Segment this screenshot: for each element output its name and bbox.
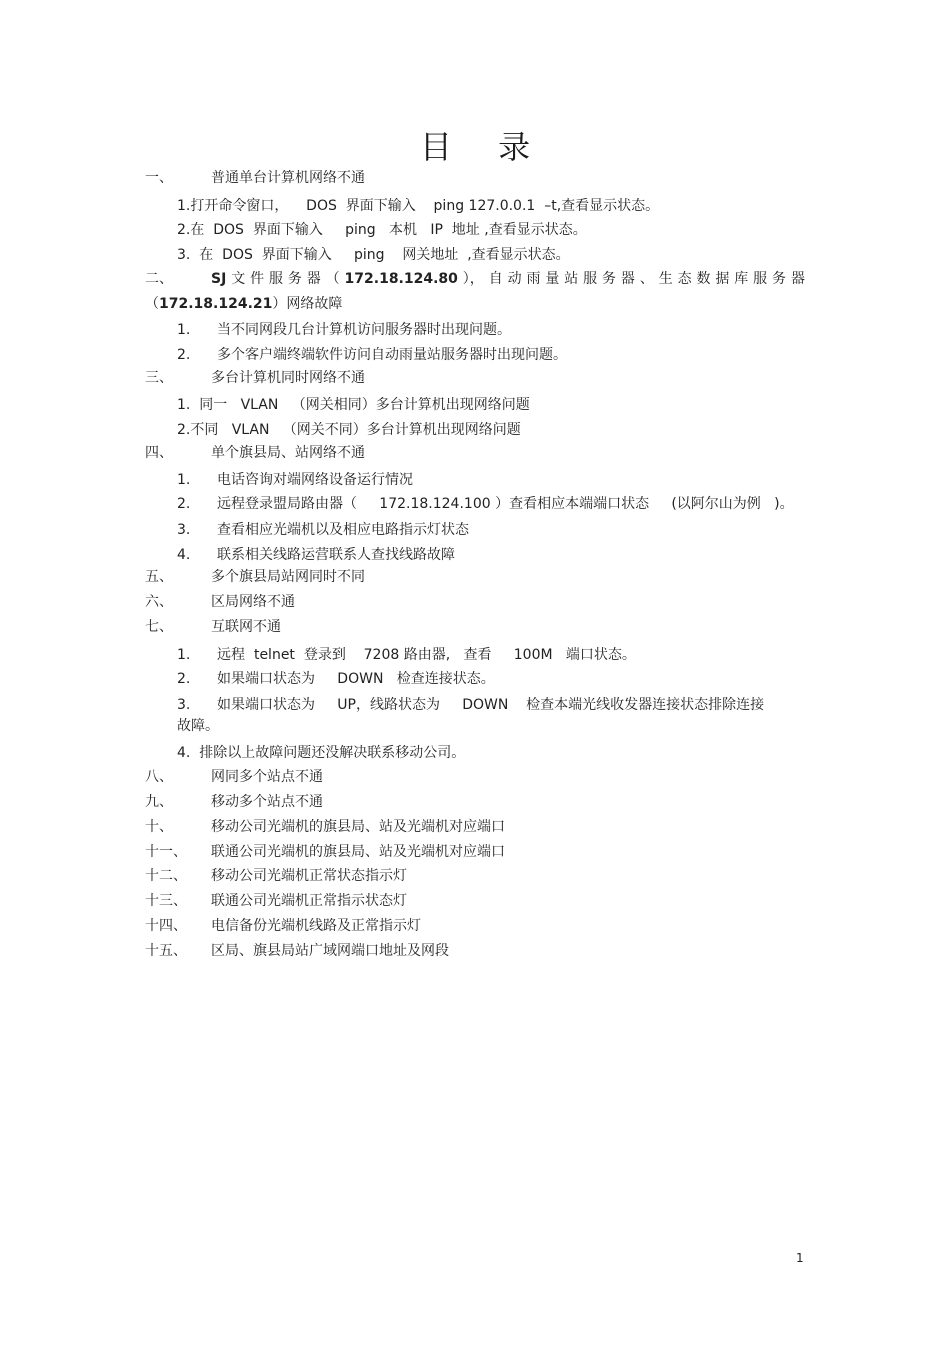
toc-section-2-part: 务	[287, 271, 302, 287]
toc-item: 3. 如果端口状态为 UP，线路状态为 DOWN 检查本端光线收发器连接状态排除连接	[177, 697, 765, 713]
toc-item: 3. 在 DOS 界面下输入 ping 网关地址 ,查看显示状态。	[177, 247, 570, 263]
toc-item: 2.在 DOS 界面下输入 ping 本机 IP 地址 ,查看显示状态。	[177, 222, 587, 238]
toc-section-number: 十、	[145, 819, 173, 835]
toc-section-number: 十二、	[145, 868, 187, 884]
toc-section-title: 多台计算机同时网络不通	[211, 370, 365, 386]
toc-section-2-part: 态	[677, 271, 692, 287]
toc-section-2-line-1	[211, 269, 805, 289]
toc-section-2-part: SJ	[211, 271, 227, 287]
toc-item: 2. 远程登录盟局路由器（ 172.18.124.100 ）查看相应本端端口状态 (以阿尔山为例 )。	[177, 496, 794, 512]
toc-section-2-open-paren: （	[145, 296, 159, 312]
toc-section-2-rest: ）网络故障	[272, 296, 343, 312]
toc-section-title: 移动公司光端机的旗县局、站及光端机对应端口	[211, 819, 505, 835]
toc-section-2-part: 数	[696, 271, 711, 287]
toc-section-number: 一、	[145, 170, 173, 186]
toc-item: 4. 排除以上故障问题还没解决联系移动公司。	[177, 745, 466, 761]
toc-section-2-part: 服	[753, 271, 768, 287]
toc-section-title: 移动公司光端机正常状态指示灯	[211, 868, 407, 884]
toc-item: 1. 当不同网段几台计算机访问服务器时出现问题。	[177, 322, 512, 338]
toc-section-2-ip: 172.18.124.80	[344, 271, 458, 287]
toc-section-2-part: 器	[306, 271, 321, 287]
toc-section-number: 五、	[145, 569, 173, 585]
toc-section-number: 八、	[145, 769, 173, 785]
page-number: 1	[796, 1251, 804, 1265]
toc-section-2-part: 据	[715, 271, 730, 287]
toc-section-number: 十五、	[145, 943, 187, 959]
toc-section-2-part: 库	[734, 271, 749, 287]
toc-section-2-part: 文	[231, 271, 246, 287]
toc-section-number: 十三、	[145, 893, 187, 909]
toc-section-number: 三、	[145, 370, 173, 386]
toc-section-title: 电信备份光端机线路及正常指示灯	[211, 918, 421, 934]
toc-section-2-ip-2: 172.18.124.21	[159, 296, 273, 312]
toc-title: 目 录	[419, 128, 549, 166]
toc-item: 2. 多个客户端终端软件访问自动雨量站服务器时出现问题。	[177, 347, 568, 363]
toc-section-2-part: 自	[488, 271, 503, 287]
toc-section-title: 联通公司光端机的旗县局、站及光端机对应端口	[211, 844, 505, 860]
toc-section-2-part: 雨	[526, 271, 541, 287]
toc-section-title: 互联网不通	[211, 619, 281, 635]
toc-section-2-part: 器	[620, 271, 635, 287]
toc-section-2-part: 务	[602, 271, 617, 287]
toc-section-number: 十一、	[145, 844, 187, 860]
toc-item: 3. 查看相应光端机以及相应电路指示灯状态	[177, 522, 470, 538]
toc-item: 1. 远程 telnet 登录到 7208 路由器, 查看 100M 端口状态。	[177, 647, 636, 663]
toc-section-2-part: ），	[462, 271, 484, 287]
toc-section-title: 区局网络不通	[211, 594, 295, 610]
toc-item: 1. 电话咨询对端网络设备运行情况	[177, 472, 414, 488]
toc-section-2-part: 生	[658, 271, 673, 287]
toc-section-title: 移动多个站点不通	[211, 794, 323, 810]
toc-section-number: 四、	[145, 445, 173, 461]
toc-section-2-part: 量	[545, 271, 560, 287]
toc-item: 4. 联系相关线路运营联系人查找线路故障	[177, 547, 456, 563]
toc-section-number: 九、	[145, 794, 173, 810]
toc-section-title: 单个旗县局、站网络不通	[211, 445, 365, 461]
toc-section-2-part: 站	[564, 271, 579, 287]
toc-section-number: 七、	[145, 619, 173, 635]
toc-section-title: 联通公司光端机正常指示状态灯	[211, 893, 407, 909]
toc-section-2-part: 器	[790, 271, 805, 287]
toc-section-2-part: 、	[639, 271, 654, 287]
toc-section-title: 普通单台计算机网络不通	[211, 170, 365, 186]
toc-item: 2. 如果端口状态为 DOWN 检查连接状态。	[177, 671, 495, 687]
toc-item: 1. 同一 VLAN （网关相同）多台计算机出现网络问题	[177, 397, 530, 413]
toc-item: 1.打开命令窗口， DOS 界面下输入 ping 127.0.0.1 –t,查看显示状态。	[177, 198, 660, 214]
toc-section-title: 网同多个站点不通	[211, 769, 323, 785]
toc-section-2-part: （	[325, 271, 340, 287]
toc-item-continuation: 故障。	[177, 718, 219, 734]
toc-section-2-part: 件	[250, 271, 265, 287]
toc-section-title: 区局、旗县局站广域网端口地址及网段	[211, 943, 449, 959]
toc-section-2-part: 务	[772, 271, 787, 287]
toc-section-number: 六、	[145, 594, 173, 610]
toc-section-number: 二、	[145, 271, 173, 287]
toc-section-title: 多个旗县局站网同时不同	[211, 569, 365, 585]
toc-section-2-part: 动	[507, 271, 522, 287]
toc-section-number: 十四、	[145, 918, 187, 934]
toc-section-2-part: 服	[583, 271, 598, 287]
toc-item: 2.不同 VLAN （网关不同）多台计算机出现网络问题	[177, 422, 521, 438]
toc-section-2-part: 服	[268, 271, 283, 287]
toc-section-2-line-2	[145, 294, 342, 314]
